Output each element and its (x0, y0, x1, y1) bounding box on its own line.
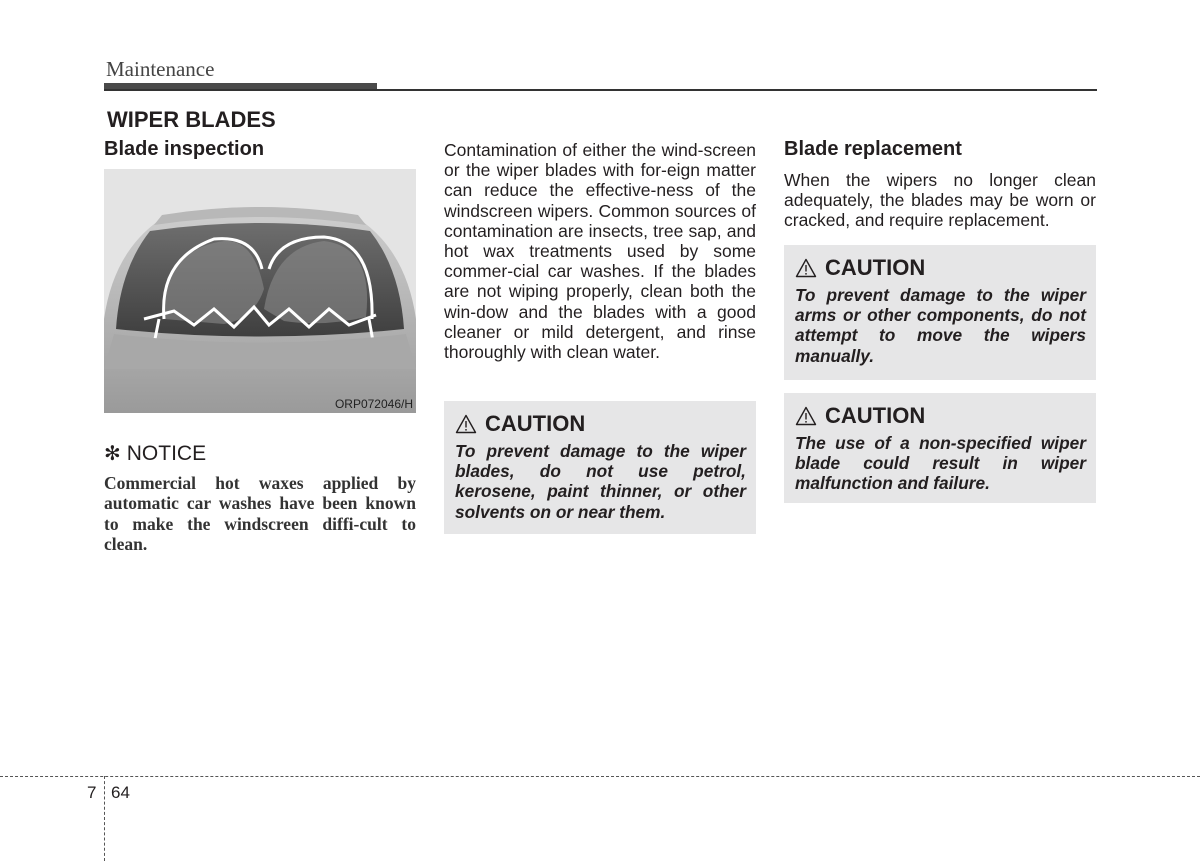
caution-title: CAUTION (825, 403, 926, 428)
footer-rule (0, 776, 1200, 777)
caution-title: CAUTION (485, 411, 586, 436)
warning-triangle-icon (795, 406, 817, 426)
caution-heading (795, 403, 1086, 429)
caution-box-arms (784, 245, 1096, 380)
asterisk-icon: ✻ (104, 443, 121, 465)
caution-text: To prevent damage to the wiper blades, do not use petrol, kerosene, paint thinner, or other solvents on or near them. (455, 441, 746, 522)
page-number: 64 (111, 783, 130, 802)
caution-text: The use of a non-specified wiper blade could result in wiper malfunction and failure. (795, 433, 1086, 494)
caution-heading (795, 255, 1086, 281)
caution-text: To prevent damage to the wiper arms or other components, do not attempt to move the wipers manually. (795, 285, 1086, 366)
wiper-illustration (104, 169, 416, 413)
blade-inspection-heading: Blade inspection (104, 138, 265, 160)
notice-title: NOTICE (126, 441, 207, 465)
caution-heading (455, 411, 746, 437)
footer-divider (104, 776, 105, 861)
caution-box-solvents (444, 401, 756, 534)
replacement-paragraph: When the wipers no longer clean adequately, the blades may be worn or cracked, and require replacement. (784, 170, 1096, 231)
car-rear-window-image (104, 169, 416, 413)
notice-text: Commercial hot waxes applied by automatic car washes have been known to make the windscreen diffi-cult to clean. (104, 473, 416, 555)
caution-box-nonspecified (784, 393, 1096, 503)
figure-code: ORP072046/H (334, 397, 413, 411)
blade-replacement-heading: Blade replacement (784, 138, 962, 160)
warning-triangle-icon (795, 258, 817, 278)
section-title: Maintenance (106, 57, 215, 81)
page-heading: WIPER BLADES (107, 107, 276, 132)
header-rule (104, 89, 1097, 91)
warning-triangle-icon (455, 414, 477, 434)
notice-heading (104, 441, 206, 466)
chapter-number: 7 (87, 783, 97, 802)
contamination-paragraph: Contamination of either the wind-screen or the wiper blades with for-eign matter can reduce the effective-ness of the windscreen wipers. Common sources of contamination are insects, tree sap, and hot wax treatments used by some commer-cial car washes. If the blades are not wiping properly, clean both the win-dow and the blades with a good cleaner or mild detergent, and rinse thoroughly with clean water. (444, 140, 756, 363)
caution-title: CAUTION (825, 255, 926, 280)
